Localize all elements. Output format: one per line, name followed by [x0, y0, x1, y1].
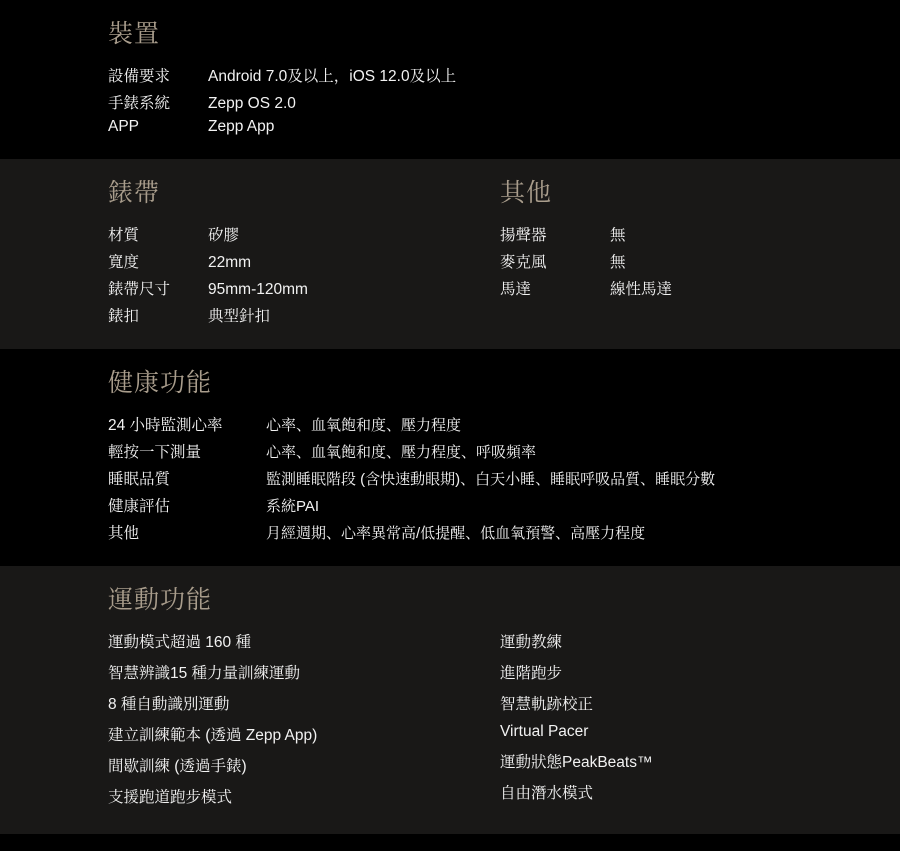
- spec-list-strap: [108, 223, 500, 326]
- section-title-device: 裝置: [108, 20, 161, 48]
- spec-label: APP: [108, 118, 140, 135]
- spec-value: 無: [610, 227, 626, 244]
- spec-value: 系統PAI: [266, 498, 320, 515]
- section-health: [0, 349, 900, 566]
- section-other: [500, 173, 880, 331]
- spec-row: [108, 91, 880, 113]
- list-item: 運動教練: [500, 634, 563, 651]
- list-item: 8 種自動識別運動: [108, 696, 230, 713]
- section-strap: [108, 173, 500, 331]
- list-item: 智慧軌跡校正: [500, 696, 594, 713]
- section-strap-other: [0, 159, 900, 349]
- spec-value: Zepp OS 2.0: [208, 95, 296, 112]
- section-title-health: 健康功能: [108, 369, 213, 397]
- section-title-other: 其他: [500, 179, 553, 207]
- spec-value: Android 7.0及以上，iOS 12.0及以上: [208, 68, 457, 85]
- list-item: 建立訓練範本 (透過 Zepp App): [108, 727, 318, 744]
- spec-value: 22mm: [208, 254, 252, 271]
- spec-label: 材質: [108, 227, 140, 244]
- sport-feature-list-right: [500, 630, 880, 816]
- spec-row: [108, 118, 880, 136]
- spec-row: [500, 277, 880, 299]
- spec-list-device: [108, 64, 880, 136]
- spec-label: 輕按一下測量: [108, 444, 202, 461]
- section-title-sport: 運動功能: [108, 586, 213, 614]
- spec-row: [108, 223, 500, 245]
- spec-list-health: [108, 413, 880, 543]
- spec-row: [108, 440, 880, 462]
- spec-value: 監測睡眠階段 (含快速動眼期)、白天小睡、睡眠呼吸品質、睡眠分數: [266, 471, 716, 488]
- sport-feature-list-left: [108, 630, 500, 816]
- spec-label: 手錶系統: [108, 95, 171, 112]
- list-item: 運動狀態PeakBeats™: [500, 754, 653, 771]
- list-item: 進階跑步: [500, 665, 563, 682]
- list-item: 自由潛水模式: [500, 785, 594, 802]
- spec-label: 24 小時監測心率: [108, 417, 223, 434]
- spec-value: 月經週期、心率異常高/低提醒、低血氧預警、高壓力程度: [266, 525, 646, 542]
- spec-value: 典型針扣: [208, 308, 271, 325]
- list-item: 支援跑道跑步模式: [108, 789, 233, 806]
- spec-value: 95mm-120mm: [208, 281, 308, 298]
- spec-list-other: [500, 223, 880, 299]
- spec-label: 寬度: [108, 254, 140, 271]
- spec-row: [108, 494, 880, 516]
- spec-row: [108, 64, 880, 86]
- spec-row: [108, 467, 880, 489]
- spec-label: 馬達: [500, 281, 532, 298]
- spec-label: 麥克風: [500, 254, 547, 271]
- spec-row: [108, 250, 500, 272]
- list-item: 間歇訓練 (透過手錶): [108, 758, 247, 775]
- spec-label: 其他: [108, 525, 140, 542]
- spec-row: [500, 223, 880, 245]
- spec-value: 線性馬達: [610, 281, 673, 298]
- spec-value: 心率、血氧飽和度、壓力程度: [266, 417, 462, 434]
- section-device: [0, 0, 900, 159]
- spec-label: 睡眠品質: [108, 471, 171, 488]
- spec-value: 矽膠: [208, 227, 240, 244]
- list-item: 運動模式超過 160 種: [108, 634, 251, 651]
- spec-label: 設備要求: [108, 68, 171, 85]
- list-item: 智慧辨識15 種力量訓練運動: [108, 665, 301, 682]
- spec-row: [108, 521, 880, 543]
- spec-label: 錶扣: [108, 308, 140, 325]
- spec-row: [500, 250, 880, 272]
- spec-label: 錶帶尺寸: [108, 281, 171, 298]
- spec-row: [108, 277, 500, 299]
- spec-value: 無: [610, 254, 626, 271]
- section-sport: [0, 566, 900, 834]
- spec-row: [108, 304, 500, 326]
- spec-label: 揚聲器: [500, 227, 547, 244]
- spec-value: Zepp App: [208, 118, 275, 135]
- spec-row: [108, 413, 880, 435]
- spec-value: 心率、血氧飽和度、壓力程度、呼吸頻率: [266, 444, 537, 461]
- spec-label: 健康評估: [108, 498, 171, 515]
- list-item: Virtual Pacer: [500, 723, 589, 740]
- section-title-strap: 錶帶: [108, 179, 161, 207]
